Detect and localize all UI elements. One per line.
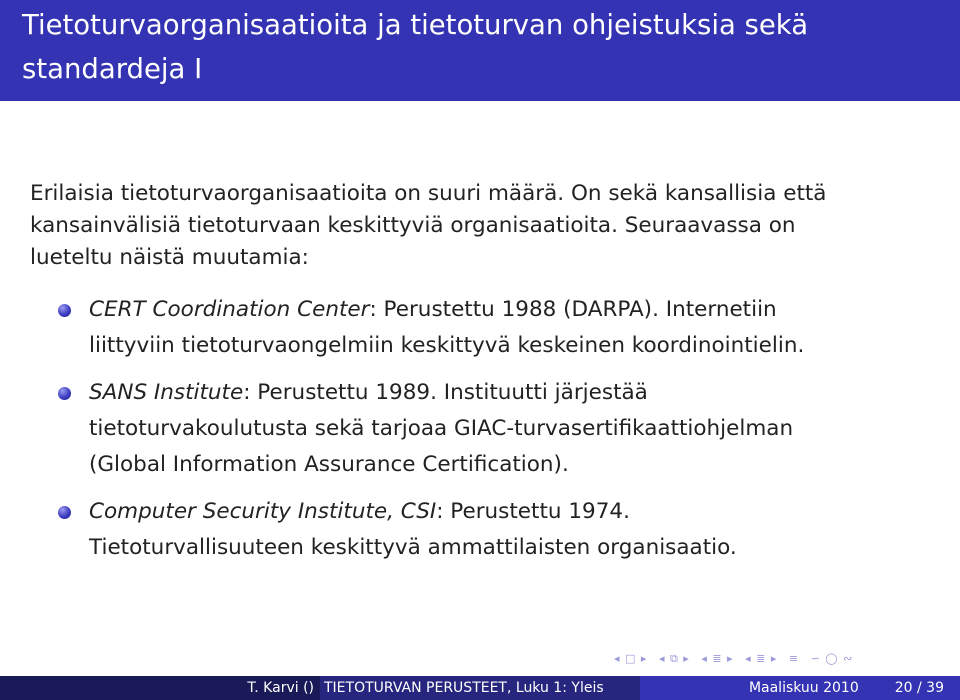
org-name-sans: SANS Institute [89,380,244,405]
org-description: : Perustettu 1988 (DARPA). Internetiin [369,297,777,322]
bullet-ball-icon [58,304,71,317]
title-bar [0,0,960,101]
list-item-sans [30,375,940,483]
footer-date-page [640,676,960,700]
org-description: : Perustettu 1974. [436,499,630,524]
footer-short-title: TIETOTURVAN PERUSTEET, Luku 1: Yleis [320,676,640,700]
bullet-ball-icon [58,387,71,400]
slide-title-line-2: standardeja I [22,53,203,85]
bullet-line [89,494,940,530]
nav-align-icon[interactable]: ≡ [788,652,800,665]
intro-line-1: Erilaisia tietoturvaorganisaatioita on suuri määrä. On sekä kansallisia että [30,181,827,206]
bullet-line [89,375,940,411]
footer-author: T. Karvi () [0,676,320,700]
org-name-csi: Computer Security Institute, CSI [89,499,437,524]
slide-title-line-1: Tietoturvaorganisaatioita ja tietoturvan ohjeistuksia sekä [22,9,809,41]
footer-date: Maaliskuu 2010 [748,680,859,696]
intro-line-2: kansainvälisiä tietoturvaan keskittyviä organisaatioita. Seuraavassa on [30,213,796,238]
bullet-ball-icon [58,506,71,519]
nav-search-icon[interactable]: ∽ ◯ ∾ [810,652,854,665]
list-item-csi [30,494,940,566]
bullet-line [89,292,940,328]
nav-section-back-icon[interactable]: ◂ ≣ ▸ [701,652,734,665]
bullet-line: (Global Information Assurance Certification). [89,452,569,477]
nav-subsection-icon[interactable]: ◂ ⧉ ▸ [658,652,690,665]
bullet-line: liittyviin tietoturvaongelmiin keskittyvä keskeinen koordinointielin. [89,333,805,358]
slide-content [30,178,940,577]
bullet-line: tietoturvakoulutusta sekä tarjoaa GIAC-turvasertifikaattiohjelman [89,416,794,441]
nav-frame-back-icon[interactable]: ◂ □ ▸ [614,652,648,665]
footer-page-number: 20 / 39 [894,680,944,696]
nav-section-forward-icon[interactable]: ◂ ≣ ▸ [745,652,778,665]
organization-list [30,292,940,566]
bullet-line: Tietoturvallisuuteen keskittyvä ammattilaisten organisaatio. [89,535,737,560]
org-description: : Perustettu 1989. Instituutti järjestää [243,380,648,405]
org-name-cert: CERT Coordination Center [89,297,370,322]
beamer-navigation-bar [614,652,944,668]
footer [0,676,960,700]
list-item-cert [30,292,940,364]
intro-line-3: lueteltu näistä muutamia: [30,245,309,270]
